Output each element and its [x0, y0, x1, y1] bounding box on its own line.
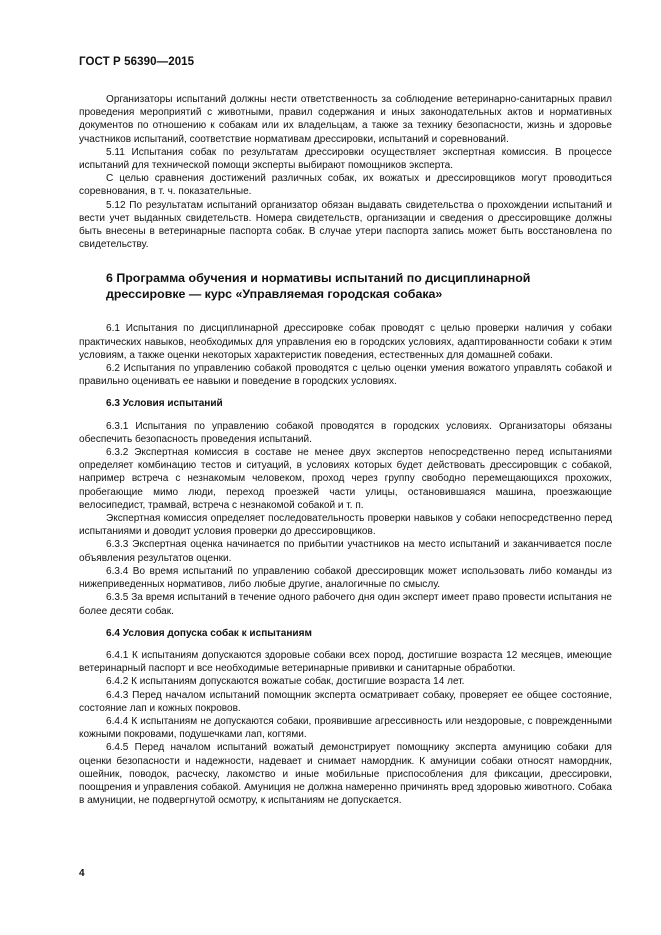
paragraph: Организаторы испытаний должны нести ответственность за соблюдение ветеринарно-санитарных правил проведения мероприятий с животными, правил содержания и иных законодательных актов и нормативных документов по отношению к собакам или их владельцам, а также за технику безопасности, жизнь и здоровье участников испытаний, соответствие нормативам дрессировки, испытаний и соревнований.	[79, 94, 612, 145]
subsection-heading: 6.3 Условия испытаний	[106, 398, 223, 410]
paragraph: С целью сравнения достижений различных собак, их вожатых и дрессировщиков могут проводиться соревнования, в т. ч. показательные.	[79, 173, 612, 198]
paragraph: 5.12 По результатам испытаний организатор обязан выдавать свидетельства о прохождении испытаний и вести учет выданных свидетельств. Номера свидетельств, организации и сведения о дрессировщике должны быть внесены в ветеринарные паспорта собак. В случае утери паспорта запись может быть восстановлена по свидетельству.	[79, 199, 612, 251]
page-number: 4	[79, 868, 85, 879]
paragraph: 6.4.1 К испытаниям допускаются здоровые собаки всех пород, достигшие возраста 12 месяцев, имеющие ветеринарный паспорт и все необходимые ветеринарные прививки и санитарные обработки.	[79, 649, 612, 675]
paragraph: 6.3.1 Испытания по управлению собакой проводятся в городских условиях. Организаторы обязаны обеспечить безопасность проведения испытаний.	[79, 420, 612, 445]
paragraph: 6.1 Испытания по дисциплинарной дрессировке собак проводят с целью проверки наличия у собаки практических навыков, необходимых для управления ею в городских условиях, адаптированности собаки к этим условиям, а также оценки некоторых характеристик поведения, естественных для домашней собаки.	[79, 323, 612, 361]
paragraph: 6.4.3 Перед началом испытаний помощник эксперта осматривает собаку, проверяет ее общее состояние, состояние лап и кожных покровов.	[79, 689, 612, 714]
paragraph: 6.4.2 К испытаниям допускаются вожатые собак, достигшие возраста 14 лет.	[106, 676, 465, 688]
paragraph: 6.4.5 Перед началом испытаний вожатый демонстрирует помощнику эксперта амуницию собаки для оценки безопасности и надежности, надевает и снимает намордник. К амуниции собаки относят намордник, ошейник, поводок, расческу, лакомство и иные мобильные приспособления для фиксации, дрессировки, поощрения и управления собакой. Амуниция не должна намеренно причинять вред здоровью животного. Собака в амуниции, не подвергнутой осмотру, к испытаниям не допускается.	[79, 742, 612, 807]
standard-header: ГОСТ Р 56390—2015	[79, 56, 195, 68]
document-body	[79, 93, 612, 807]
paragraph: 6.3.4 Во время испытаний по управлению собакой дрессировщик может использовать либо команды из нижеприведенных нормативов, либо любые другие, аналогичные по смыслу.	[79, 565, 612, 591]
paragraph: 6.2 Испытания по управлению собакой проводятся с целью оценки умения вожатого управлять собакой и правильно оценивать ее навыки и поведение в городских условиях.	[79, 363, 612, 388]
subsection-heading: 6.4 Условия допуска собак к испытаниям	[106, 627, 312, 639]
paragraph: 6.4.4 К испытаниям не допускаются собаки, проявившие агрессивность или нездоровые, с поврежденными кожными покровами, подушечками лап, когтями.	[79, 715, 612, 741]
paragraph: 6.3.2 Экспертная комиссия в составе не менее двух экспертов непосредственно перед испытаниями определяет комбинацию тестов и ситуаций, в условиях которых будет действовать дрессировщик с собакой, например встреча с незнакомым человеком, проход через группу свободно перемещающихся прохожих, пробегающие мимо люди, переход проезжей части улицы, остановившаяся машина, проезжающие велосипедист, трамвай, встреча с незнакомой собакой и т. п.	[79, 447, 612, 511]
paragraph: Экспертная комиссия определяет последовательность проверки навыков у собаки непосредственно перед испытаниями и доводит условия проверки до дрессировщиков.	[79, 513, 612, 538]
section-heading: 6 Программа обучения и нормативы испытаний по дисциплинарной дрессировке — курс «Управляемая городская собака»	[106, 271, 531, 301]
paragraph: 6.3.3 Экспертная оценка начинается по прибытии участников на место испытаний и заканчивается после объявления результатов оценки.	[79, 539, 612, 564]
paragraph: 5.11 Испытания собак по результатам дрессировки осуществляет экспертная комиссия. В процессе испытаний для технической помощи эксперты выбирают помощников эксперта.	[79, 146, 612, 172]
paragraph: 6.3.5 За время испытаний в течение одного рабочего дня один эксперт имеет право провести испытания не более десяти собак.	[79, 592, 612, 617]
